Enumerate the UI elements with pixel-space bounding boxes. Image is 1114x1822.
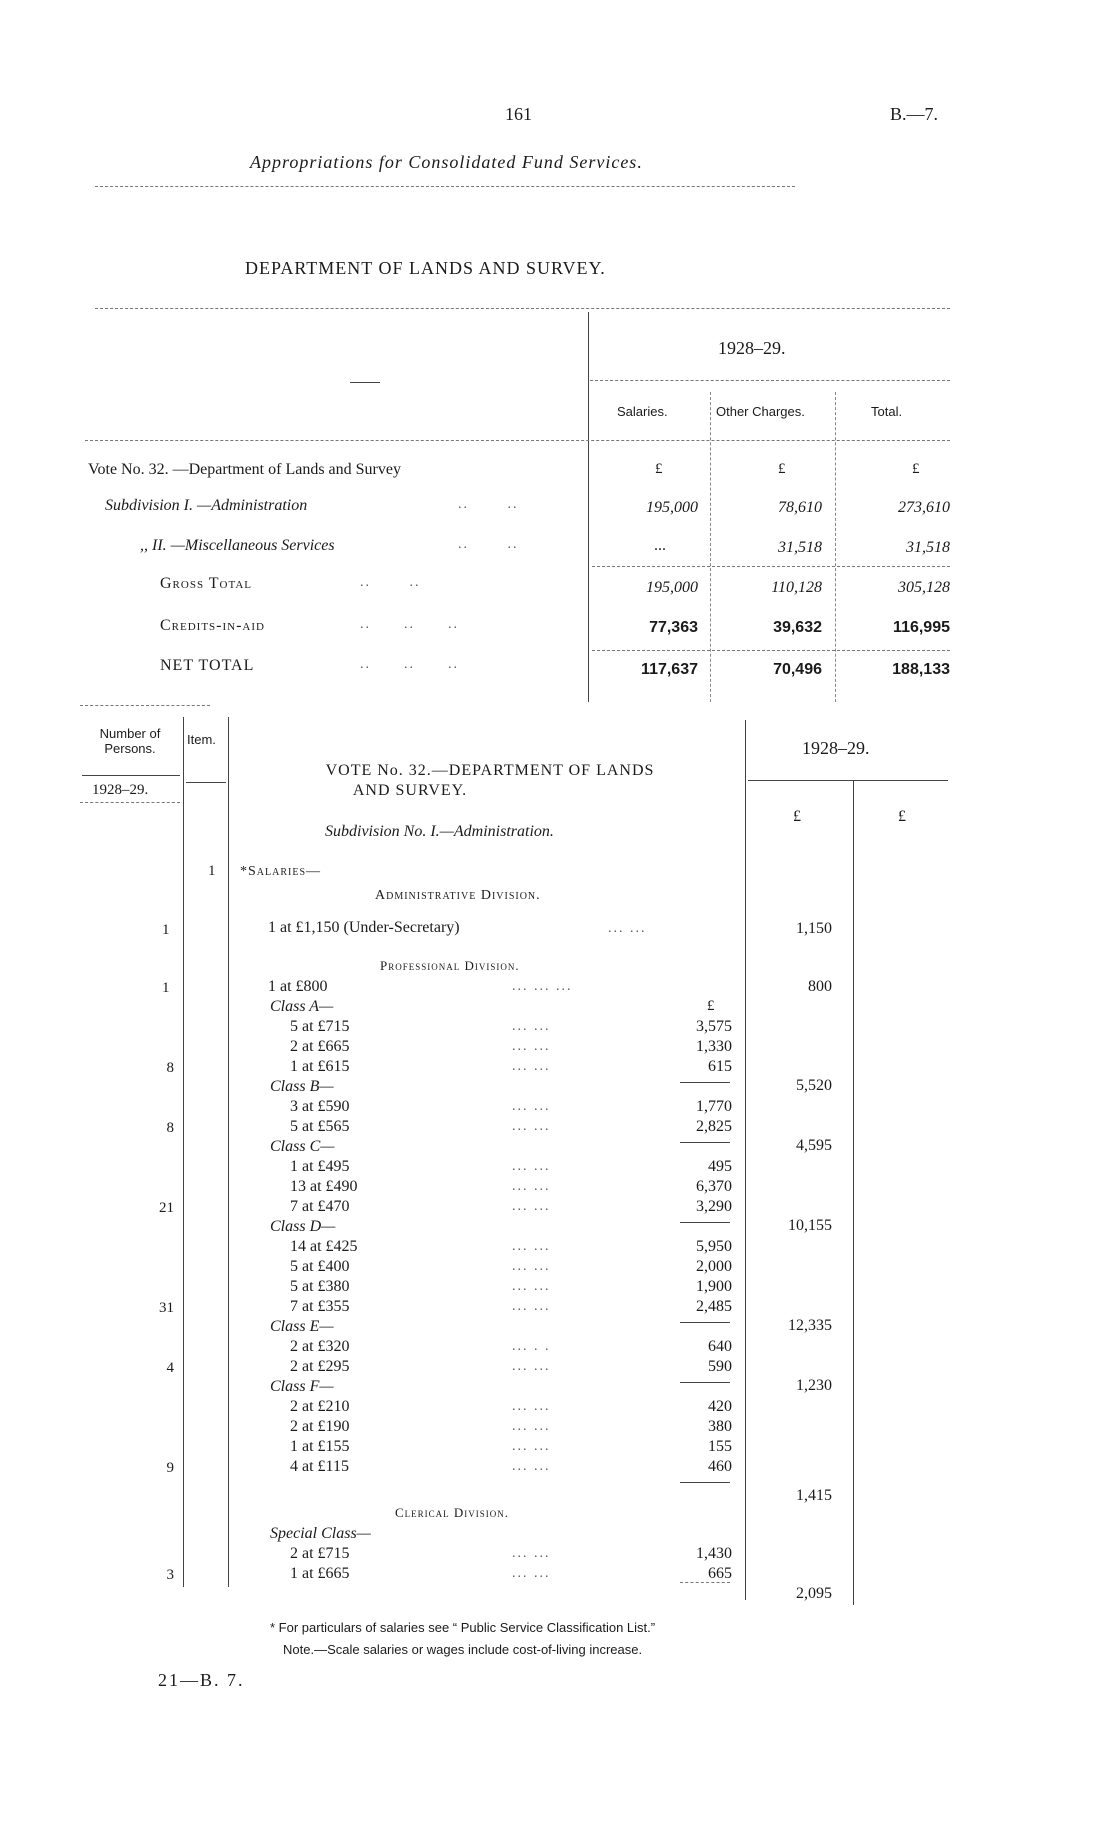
line-amount: 380 (708, 1418, 732, 1435)
note: Note.—Scale salaries or wages include cost-of-living increase. (283, 1642, 643, 1657)
leader-dots: ... . . (512, 1339, 551, 1354)
line-item: 1 at £1,150 (Under-Secretary) (268, 919, 460, 936)
line-item: 1 at £155 (290, 1438, 350, 1455)
persons-count: 31 (159, 1300, 174, 1316)
leader-dots: ... ... (512, 1059, 551, 1074)
class-heading: Class B— (270, 1078, 334, 1095)
department-title: DEPARTMENT OF LANDS AND SURVEY. (245, 258, 606, 278)
summary-row-label: Vote No. 32. —Department of Lands and Survey (88, 461, 401, 478)
line-item: 13 at £490 (290, 1178, 358, 1195)
summary-row-label: ,, II. —Miscellaneous Services (140, 537, 335, 554)
line-item: 4 at £115 (290, 1458, 349, 1475)
line-amount: 2,825 (696, 1118, 732, 1135)
line-amount: 495 (708, 1158, 732, 1175)
line-item: 14 at £425 (290, 1238, 358, 1255)
class-heading: Class E— (270, 1318, 334, 1335)
detail-year: 1928–29. (802, 738, 870, 758)
line-item: 7 at £355 (290, 1298, 350, 1315)
leader-dots: ... ... (512, 1439, 551, 1454)
line-item: 2 at £190 (290, 1418, 350, 1435)
line-amount: 5,950 (696, 1238, 732, 1255)
leader-dots: ... ... (512, 1459, 551, 1474)
line-amount: 590 (708, 1358, 732, 1375)
leader-dots: ... ... (512, 1546, 551, 1561)
divider (95, 308, 950, 309)
persons-count: 8 (166, 1060, 174, 1076)
leader-dots: ... ... (512, 1419, 551, 1434)
leader-dots: ... ... (512, 1279, 551, 1294)
summary-row-label: Credits-in-aid (160, 617, 265, 634)
pound-heading: £ (793, 808, 801, 825)
line-amount: 3,575 (696, 1018, 732, 1035)
leader-dots: ... ... (512, 1239, 551, 1254)
line-amount: 665 (708, 1565, 732, 1582)
line-amount: 420 (708, 1398, 732, 1415)
leader-dots: ... ... (512, 1019, 551, 1034)
class-heading: Class F— (270, 1378, 334, 1395)
administrative-division-heading: Administrative Division. (375, 888, 541, 903)
class-heading: Class D— (270, 1218, 336, 1235)
line-item: 2 at £715 (290, 1545, 350, 1562)
leader-dots: ... ... (512, 1099, 551, 1114)
persons-count: 21 (159, 1200, 174, 1216)
leader-dots: ... ... (512, 1199, 551, 1214)
vote-title: VOTE No. 32.—DEPARTMENT OF LANDS (325, 762, 655, 779)
summary-row-label: Subdivision I. —Administration (105, 497, 308, 514)
pound-heading: £ (898, 808, 906, 825)
line-amount: 640 (708, 1338, 732, 1355)
professional-division-heading: Professional Division. (380, 958, 520, 973)
leader-dots: ... ... (512, 1259, 551, 1274)
line-item: 1 at £800 (268, 978, 328, 995)
leader-dots: ... ... (512, 1566, 551, 1581)
persons-count: 3 (166, 1567, 174, 1583)
divider (95, 186, 795, 187)
leader-dots: ... ... (512, 1159, 551, 1174)
class-total: 12,335 (788, 1317, 832, 1334)
line-item: 3 at £590 (290, 1098, 350, 1115)
page-number: 161 (505, 104, 532, 124)
line-item: 5 at £400 (290, 1258, 350, 1275)
line-amount: 2,000 (696, 1258, 732, 1275)
persons-count: 9 (166, 1460, 174, 1476)
line-amount: 3,290 (696, 1198, 732, 1215)
line-item: 5 at £380 (290, 1278, 350, 1295)
leader-dots: ... ... (512, 1119, 551, 1134)
line-item: 2 at £320 (290, 1338, 350, 1355)
col-other-charges: Other Charges. (716, 404, 805, 419)
line-amount: 1,430 (696, 1545, 732, 1562)
line-amount: 615 (708, 1058, 732, 1075)
col-total: Total. (871, 404, 903, 419)
line-item: 5 at £715 (290, 1018, 350, 1035)
subdivision-heading: Subdivision No. I.—Administration. (325, 823, 554, 840)
line-amount: 1,770 (696, 1098, 732, 1115)
page-title: Appropriations for Consolidated Fund Services. (250, 152, 643, 172)
class-heading: Special Class— (270, 1525, 371, 1542)
line-amount: 155 (708, 1438, 732, 1455)
item-number: 1 (208, 863, 216, 879)
class-total: 5,520 (796, 1077, 832, 1094)
line-item: 1 at £495 (290, 1158, 350, 1175)
leader-dots: ... ... (512, 1399, 551, 1414)
col-number-of-persons: Number of Persons. (99, 726, 161, 756)
class-heading: Class A— (270, 998, 334, 1015)
summary-year: 1928–29. (718, 338, 786, 358)
summary-row-label: NET TOTAL (160, 657, 255, 674)
line-amount: 1,900 (696, 1278, 732, 1295)
class-total: 1,415 (796, 1487, 832, 1504)
line-item: 1 at £665 (290, 1565, 350, 1582)
line-amount: 1,330 (696, 1038, 732, 1055)
document-reference: B.—7. (890, 104, 939, 124)
line-item: 5 at £565 (290, 1118, 350, 1135)
leader-dots: ... ... (512, 1299, 551, 1314)
col-persons-year: 1928–29. (92, 782, 149, 798)
line-item: 2 at £665 (290, 1038, 350, 1055)
class-total: 4,595 (796, 1137, 832, 1154)
line-amount: 2,485 (696, 1298, 732, 1315)
persons-count: 4 (166, 1360, 174, 1376)
salaries-heading: *Salaries— (240, 864, 322, 879)
class-heading: Class C— (270, 1138, 335, 1155)
clerical-division-heading: Clerical Division. (395, 1505, 510, 1520)
class-total: 1,230 (796, 1377, 832, 1394)
line-item: 7 at £470 (290, 1198, 350, 1215)
class-total: 2,095 (796, 1585, 832, 1602)
class-total: 10,155 (788, 1217, 832, 1234)
leader-dots: ... ... (512, 1359, 551, 1374)
line-item: 2 at £295 (290, 1358, 350, 1375)
line-item: 2 at £210 (290, 1398, 350, 1415)
persons-count: 8 (166, 1120, 174, 1136)
line-amount: 460 (708, 1458, 732, 1475)
signature-mark: 21—B. 7. (158, 1670, 245, 1690)
summary-row-label: Gross Total (160, 575, 253, 592)
col-salaries: Salaries. (617, 404, 668, 419)
leader-dots: ... ... (512, 1039, 551, 1054)
line-item: 1 at £615 (290, 1058, 350, 1075)
footnote: * For particulars of salaries see “ Public Service Classification List.” (270, 1620, 656, 1635)
col-item: Item. (187, 732, 216, 747)
vote-title-cont: AND SURVEY. (352, 782, 468, 799)
line-amount: 6,370 (696, 1178, 732, 1195)
leader-dots: ... ... (512, 1179, 551, 1194)
